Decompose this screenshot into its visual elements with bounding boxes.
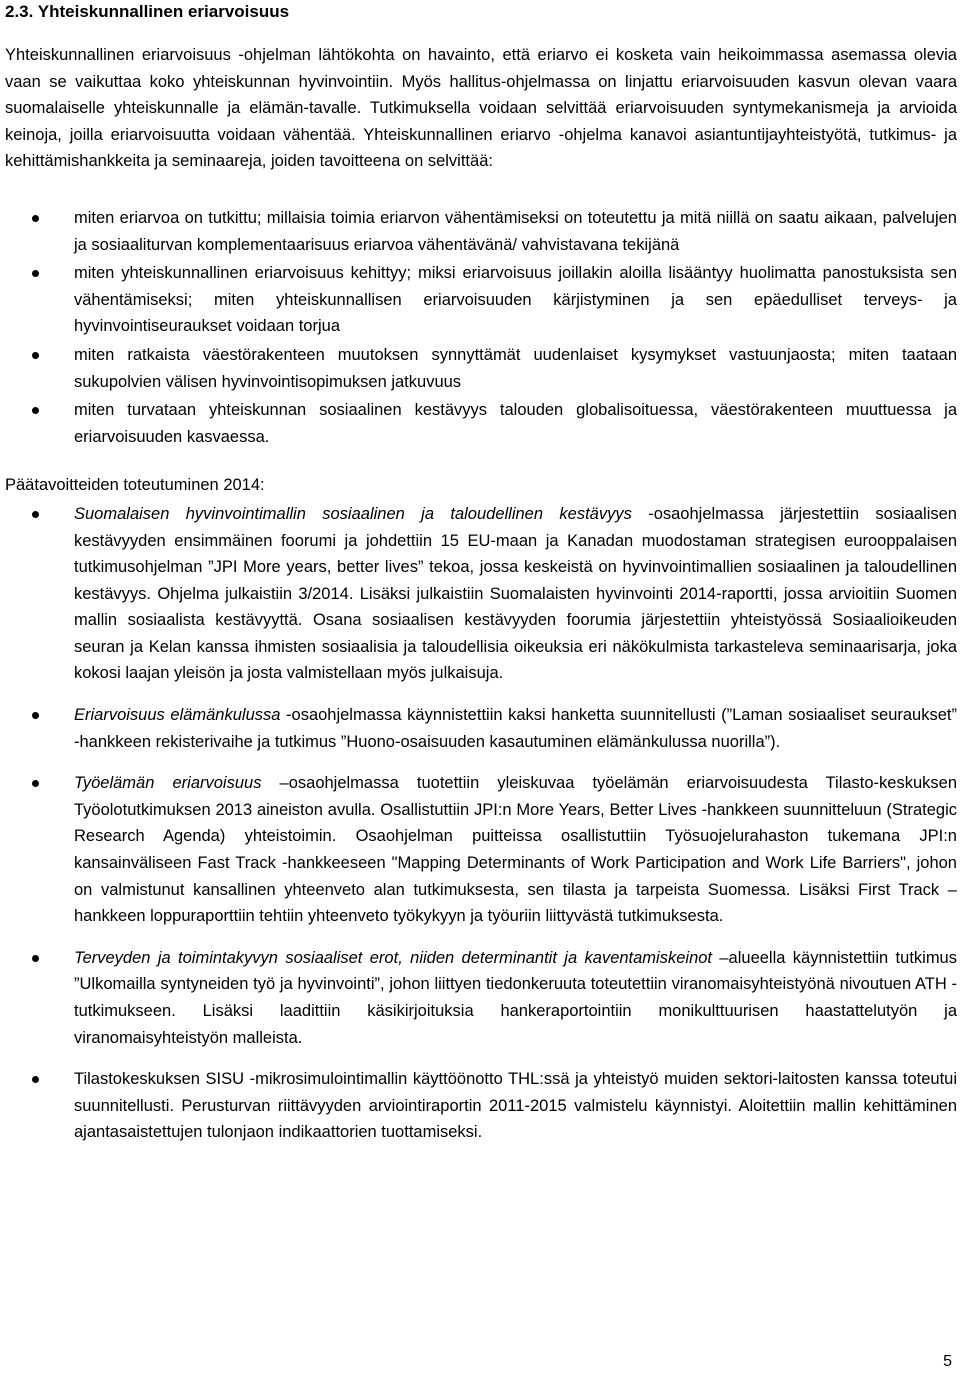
list-item: [5, 501, 957, 687]
subprogram-name: Suomalaisen hyvinvointimallin sosiaalinen ja taloudellinen kestävyys: [74, 504, 632, 523]
subprogram-name: Eriarvoisuus elämänkulussa: [74, 706, 281, 725]
list-item: [5, 397, 957, 450]
bullet-icon: [32, 270, 39, 277]
bullet-icon: [32, 1076, 39, 1083]
list-item-text: miten eriarvoa on tutkittu; millaisia toimia eriarvon vähentämiseksi on toteutettu ja mitä niillä on saatu aikaan, palvelujen ja sosiaaliturvan komplementaarisuus eriarvoa vähentävänä/ vahvistavana tekijänä: [74, 208, 957, 254]
bullet-icon: [32, 712, 39, 719]
bullet-icon: [32, 780, 39, 787]
list-item-text: -osaohjelmassa käynnistettiin kaksi hanketta suunnitellusti (”Laman sosiaaliset seuraukset” -hankkeen rekisterivaihe ja tutkimus ”Huono-osaisuuden kasautuminen elämänkulussa nuorilla”).: [74, 706, 957, 751]
achievements-list: [5, 501, 957, 1146]
list-item: [5, 260, 957, 340]
list-item: [5, 1066, 957, 1146]
list-item-text: miten turvataan yhteiskunnan sosiaalinen kestävyys talouden globalisoituessa, väestörakenteen muuttuessa ja eriarvoisuuden kasvaessa.: [74, 401, 957, 446]
achievements-subheading: Päätavoitteiden toteutuminen 2014:: [5, 476, 265, 495]
list-item-text: Tilastokeskuksen SISU -mikrosimulointimallin käyttöönotto THL:ssä ja yhteistyö muiden sektori-laitosten kanssa toteutui suunnitellusti. Perusturvan riittävyyden arviointiraportin 2011-2015 valmistelu käynnistyi. Aloitettiin mallin kehittäminen ajantasaistettujen tulonjaon indikaattorien tuottamiseksi.: [74, 1070, 957, 1142]
subprogram-name: Työelämän eriarvoisuus: [74, 774, 262, 793]
list-item-text: -osaohjelmassa järjestettiin sosiaalisen kestävyyden ensimmäinen foorumi ja johdettiin 15 EU-maan ja Kanadan muodostaman strategisen eurooppalaisen tutkimusohjelman ”JPI More years, better lives” tekoa, jossa keskeistä on hyvinvointimallien sosiaalinen ja taloudellinen kestävyys. Ohjelma julkaistiin 3/2014. Lisäksi julkaistiin Suomalaisten hyvinvointi 2014-raportti, jossa arvioitiin Suomen mallin sosiaalista kestävyyttä. Osana sosiaalisen kestävyyden foorumia järjestettiin yhteistyössä Sosiaalioikeuden seuran ja Kelan kanssa ihmisten sosiaalisia ja taloudellisia oikeuksia eri näkökulmista tarkasteleva seminaarisarja, joka kokosi laajan yleisön ja josta valmistellaan myös julkaisuja.: [74, 504, 957, 683]
section-heading: 2.3. Yhteiskunnallinen eriarvoisuus: [5, 2, 290, 21]
goals-list: [5, 205, 957, 450]
list-item: [5, 945, 957, 1051]
list-item: [5, 342, 957, 395]
list-item: [5, 205, 957, 258]
list-item-text: miten yhteiskunnallinen eriarvoisuus kehittyy; miksi eriarvoisuus joillakin aloilla lisääntyy huolimatta panostuksista sen vähentämiseksi; miten yhteiskunnallisen eriarvoisuuden kärjistyminen ja sen epäedulliset terveys- ja hyvinvointiseuraukset voidaan torjua: [74, 264, 957, 336]
intro-paragraph: Yhteiskunnallinen eriarvoisuus -ohjelman lähtökohta on havainto, että eriarvo ei kosketa vain heikoimmassa asemassa olevia vaan se vaikuttaa koko yhteiskunnan hyvinvointiin. Myös hallitus-ohjelmassa on linjattu eriarvoisuuden kasvun olevan vaara suomalaiselle yhteiskunnalle ja elämän-tavalle. Tutkimuksella voidaan selvittää eriarvoisuuden syntymekanismeja ja arvioida keinoja, joilla eriarvoisuutta voidaan vähentää. Yhteiskunnallinen eriarvo -ohjelma kanavoi asiantuntijayhteistyötä, tutkimus- ja kehittämishankkeita ja seminaareja, joiden tavoitteena on selvittää:: [5, 46, 957, 171]
list-item: [5, 770, 957, 930]
list-item: [5, 702, 957, 755]
bullet-icon: [32, 511, 39, 518]
bullet-icon: [32, 407, 39, 414]
page-number: 5: [943, 1353, 952, 1370]
list-item-text: –alueella käynnistettiin tutkimus ”Ulkomailla syntyneiden työ ja hyvinvointi”, johon liittyen tiedonkeruuta toteutettiin viranomaisyhteistyönä nivoutuen ATH -tutkimukseen. Lisäksi laadittiin käsikirjoituksia hankeraportointiin monikulttuurisen haastattelutyön ja viranomaisyhteistyön malleista.: [74, 948, 957, 1047]
bullet-icon: [32, 215, 39, 222]
list-item-text: –osaohjelmassa tuotettiin yleiskuvaa työelämän eriarvoisuudesta Tilasto-keskuksen Työolotutkimuksen 2013 aineiston avulla. Osallistuttiin JPI:n More Years, Better Lives -hankkeen suunnitteluun (Strategic Research Agenda) yhteistoimin. Osaohjelman puitteissa osallistuttiin Työsuojelurahaston tukemana JPI:n kansainväliseen Fast Track -hankkeeseen "Mapping Determinants of Work Participation and Work Life Barriers", johon on valmistunut kansallinen yhteenveto alan tutkimuksesta, sen tilasta ja tarpeista Suomessa. Lisäksi First Track –hankkeen loppuraporttiin tehtiin yhteenveto työkykyyn ja työuriin liittyvästä tutkimuksesta.: [74, 774, 957, 926]
subprogram-name: Terveyden ja toimintakyvyn sosiaaliset erot, niiden determinantit ja kaventamiskeinot: [74, 948, 712, 967]
list-item-text: miten ratkaista väestörakenteen muutoksen synnyttämät uudenlaiset kysymykset vastuunjaosta; miten taataan sukupolvien välisen hyvinvointisopimuksen jatkuvuus: [74, 345, 957, 391]
bullet-icon: [32, 955, 39, 962]
bullet-icon: [32, 352, 39, 359]
